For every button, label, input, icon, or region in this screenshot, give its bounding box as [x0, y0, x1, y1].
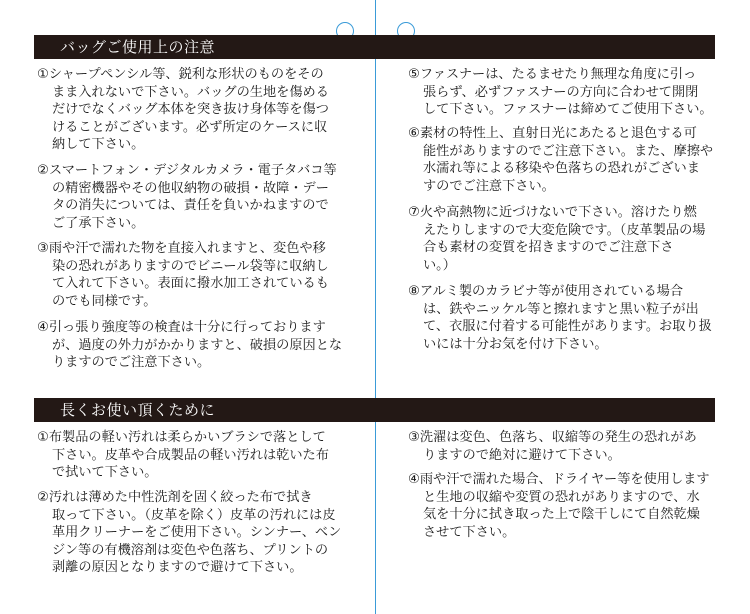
item-line: ②汚れは薄めた中性洗剤を固く絞った布で拭き: [37, 490, 313, 505]
bag-usage-item-6: [408, 125, 713, 195]
item-line: ジン等の有機溶剤は変色や色落ち、プリントの: [52, 542, 329, 558]
item-line: 水濡れ等による移染や色落ちの恐れがございま: [423, 161, 700, 177]
item-line: と生地の収縮や変質の恐れがありますので、水: [423, 489, 700, 505]
item-line: い。）: [423, 257, 456, 273]
item-line: 革用クリーナーをご使用下さい。シンナー、ベン: [52, 525, 342, 541]
item-line: ②スマートフォン・デジタルカメラ・電子タバコ等: [37, 163, 337, 178]
item-line: して下さい。ファスナーは締めてご使用下さい。: [423, 102, 713, 118]
section-title-long-use: 長くお使い頂くために: [60, 401, 216, 419]
item-line: 染の恐れがありますのでビニール袋等に収納し: [52, 258, 329, 274]
bag-usage-item-4: [37, 319, 342, 372]
item-line: 取って下さい。（皮革を除く）皮革の汚れには皮: [52, 507, 336, 523]
item-line: 合も素材の変質を招きますのでご注意下さ: [423, 240, 674, 256]
bag-usage-item-5: [408, 66, 713, 119]
item-line: 気を十分に拭き取った上で陰干しにて自然乾燥: [423, 507, 700, 523]
item-line: ③雨や汗で濡れた物を直接入れますと、変色や移: [37, 241, 326, 256]
item-line: すのでご注意下さい。: [423, 178, 555, 194]
fold-guide-line: [375, 0, 376, 614]
section-title-bag-usage: バッグご使用上の注意: [60, 38, 216, 56]
item-line: タの消失については、責任を負いかねますので: [52, 198, 329, 214]
item-line: の精密機器やその他収納物の破損・故障・デー: [52, 180, 329, 196]
item-line: りますのでご注意下さい。: [52, 355, 211, 371]
item-line: させて下さい。: [423, 524, 516, 540]
item-line: ⑥素材の特性上、直射日光にあたると退色する可: [408, 126, 697, 141]
item-line: ③洗濯は変色、色落ち、収縮等の発生の恐れがあ: [408, 430, 697, 445]
bag-usage-item-8: [408, 283, 712, 353]
bag-usage-item-1: [37, 66, 329, 154]
section-header-long-use: [34, 398, 715, 422]
section-header-bag-usage: [34, 35, 715, 59]
item-line: 納して下さい。: [52, 137, 145, 153]
item-line: ⑤ファスナーは、たるませたり無理な角度に引っ: [408, 67, 697, 82]
bag-usage-item-2: [37, 162, 337, 232]
item-line: が、過度の外力がかかりますと、破損の原因とな: [52, 337, 343, 353]
item-line: 剥離の原因となりますので避けて下さい。: [52, 560, 303, 576]
item-line: て、衣服に付着する可能性があります。お取り扱: [423, 319, 712, 335]
item-line: えたりしますので大変危険です。（皮革製品の場: [423, 222, 706, 238]
item-line: ①布製品の軽い汚れは柔らかいブラシで落として: [37, 430, 326, 445]
item-line: けることがございます。必ず所定のケースに収: [52, 119, 328, 135]
long-use-item-1: [37, 429, 329, 482]
item-line: ①シャープペンシル等、鋭利な形状のものをその: [37, 67, 324, 82]
item-line: は、鉄やニッケル等と擦れますと黒い粒子が出: [423, 301, 699, 317]
item-line: まま入れないで下さい。バッグの生地を傷める: [52, 84, 329, 100]
item-line: ④雨や汗で濡れた場合、ドライヤー等を使用します: [408, 472, 710, 487]
item-line: ⑦火や高熱物に近づけないで下さい。溶けたり燃: [408, 205, 697, 220]
long-use-item-2: [37, 489, 341, 577]
item-line: ④引っ張り強度等の検査は十分に行っております: [37, 320, 326, 335]
item-line: のでも同様です。: [52, 293, 157, 309]
item-line: て入れて下さい。表面に撥水加工されているも: [52, 276, 329, 292]
long-use-item-3: [408, 429, 697, 464]
item-line: ⑧アルミ製のカラビナ等が使用されている場合: [408, 284, 684, 299]
item-line: 張らず、必ずファスナーの方向に合わせて開閉: [423, 84, 699, 100]
item-line: 能性がありますのでご注意下さい。また、摩擦や: [423, 143, 714, 159]
bag-usage-item-3: [37, 240, 329, 310]
bag-usage-item-7: [408, 204, 705, 274]
long-use-item-4: [408, 471, 710, 541]
item-line: で拭いて下さい。: [52, 465, 158, 481]
item-line: いには十分お気を付け下さい。: [423, 336, 608, 352]
item-line: だけでなくバッグ本体を突き抜け身体等を傷つ: [52, 102, 329, 118]
item-line: ご了承下さい。: [52, 215, 145, 231]
item-line: りますので絶対に避けて下さい。: [423, 447, 621, 463]
item-line: 下さい。皮革や合成製品の軽い汚れは乾いた布: [52, 447, 329, 463]
